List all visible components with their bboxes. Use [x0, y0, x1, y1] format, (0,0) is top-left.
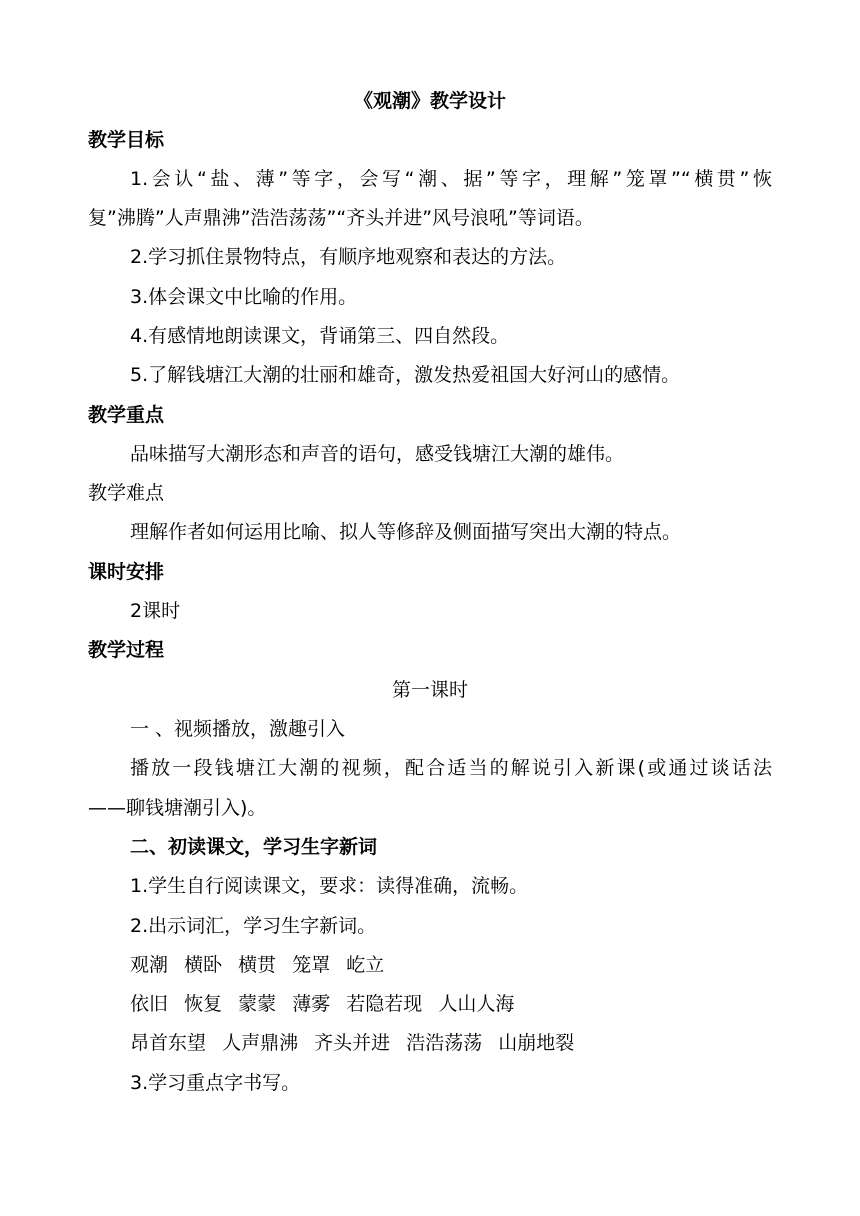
schedule-text: 2课时 — [130, 600, 181, 622]
vocab-word: 蒙蒙 — [238, 993, 277, 1015]
process-heading: 教学过程 — [88, 639, 165, 661]
goal-item-3: 3.体会课文中比喻的作用。 — [130, 286, 358, 308]
goal-item-2: 2.学习抓住景物特点，有顺序地观察和表达的方法。 — [130, 246, 567, 268]
vocab-row-2 — [88, 985, 772, 1024]
goal-item-5: 5.了解钱塘江大潮的壮丽和雄奇，激发热爱祖国大好河山的感情。 — [130, 364, 681, 386]
document-title: 《观潮》教学设计 — [353, 90, 506, 112]
step-1-line-2: ——聊钱塘潮引入)。 — [88, 797, 267, 819]
step-1-heading: 一 、视频播放，激趣引入 — [130, 718, 346, 740]
schedule-heading: 课时安排 — [88, 561, 165, 583]
vocab-row-3 — [88, 1024, 772, 1063]
difficulty-heading: 教学难点 — [88, 482, 165, 504]
goals-heading: 教学目标 — [88, 129, 165, 151]
vocab-word: 浩浩荡荡 — [406, 1032, 483, 1054]
goal-item-1-line-1: 1.会认“盐、薄”等字，会写“潮、据”等字，理解”笼罩”“横贯”恢 — [130, 168, 772, 190]
lesson-1-heading: 第一课时 — [391, 679, 468, 701]
vocab-word: 屹立 — [346, 954, 385, 976]
vocab-word: 人山人海 — [438, 993, 515, 1015]
vocab-row-1 — [88, 946, 772, 985]
vocab-word: 依旧 — [130, 993, 169, 1015]
step-2-item-2: 2.出示词汇，学习生字新词。 — [130, 915, 377, 937]
goal-item-1-line-2: 复”沸腾”人声鼎沸”浩浩荡荡”“齐头并进”风号浪吼”等词语。 — [88, 207, 594, 229]
vocab-word: 薄雾 — [292, 993, 331, 1015]
step-2-item-1: 1.学生自行阅读课文，要求：读得准确，流畅。 — [130, 875, 529, 897]
vocab-word: 横贯 — [238, 954, 277, 976]
step-2-heading: 二、初读课文，学习生字新词 — [130, 836, 378, 858]
step-1-line-1: 播放一段钱塘江大潮的视频，配合适当的解说引入新课(或通过谈话法 — [130, 757, 772, 779]
difficulty-text: 理解作者如何运用比喻、拟人等修辞及侧面描写突出大潮的特点。 — [130, 521, 682, 543]
vocab-word: 山崩地裂 — [498, 1032, 575, 1054]
focus-heading: 教学重点 — [88, 404, 165, 426]
focus-text: 品味描写大潮形态和声音的语句，感受钱塘江大潮的雄伟。 — [130, 443, 625, 465]
goal-item-4: 4.有感情地朗读课文，背诵第三、四自然段。 — [130, 325, 510, 347]
vocab-word: 恢复 — [184, 993, 223, 1015]
vocab-word: 笼罩 — [292, 954, 331, 976]
vocab-word: 齐头并进 — [314, 1032, 391, 1054]
vocab-word: 横卧 — [184, 954, 223, 976]
vocab-word: 观潮 — [130, 954, 169, 976]
vocab-word: 人声鼎沸 — [222, 1032, 299, 1054]
vocab-word: 昂首东望 — [130, 1032, 207, 1054]
vocab-word: 若隐若现 — [346, 993, 423, 1015]
step-2-item-3: 3.学习重点字书写。 — [130, 1072, 301, 1094]
